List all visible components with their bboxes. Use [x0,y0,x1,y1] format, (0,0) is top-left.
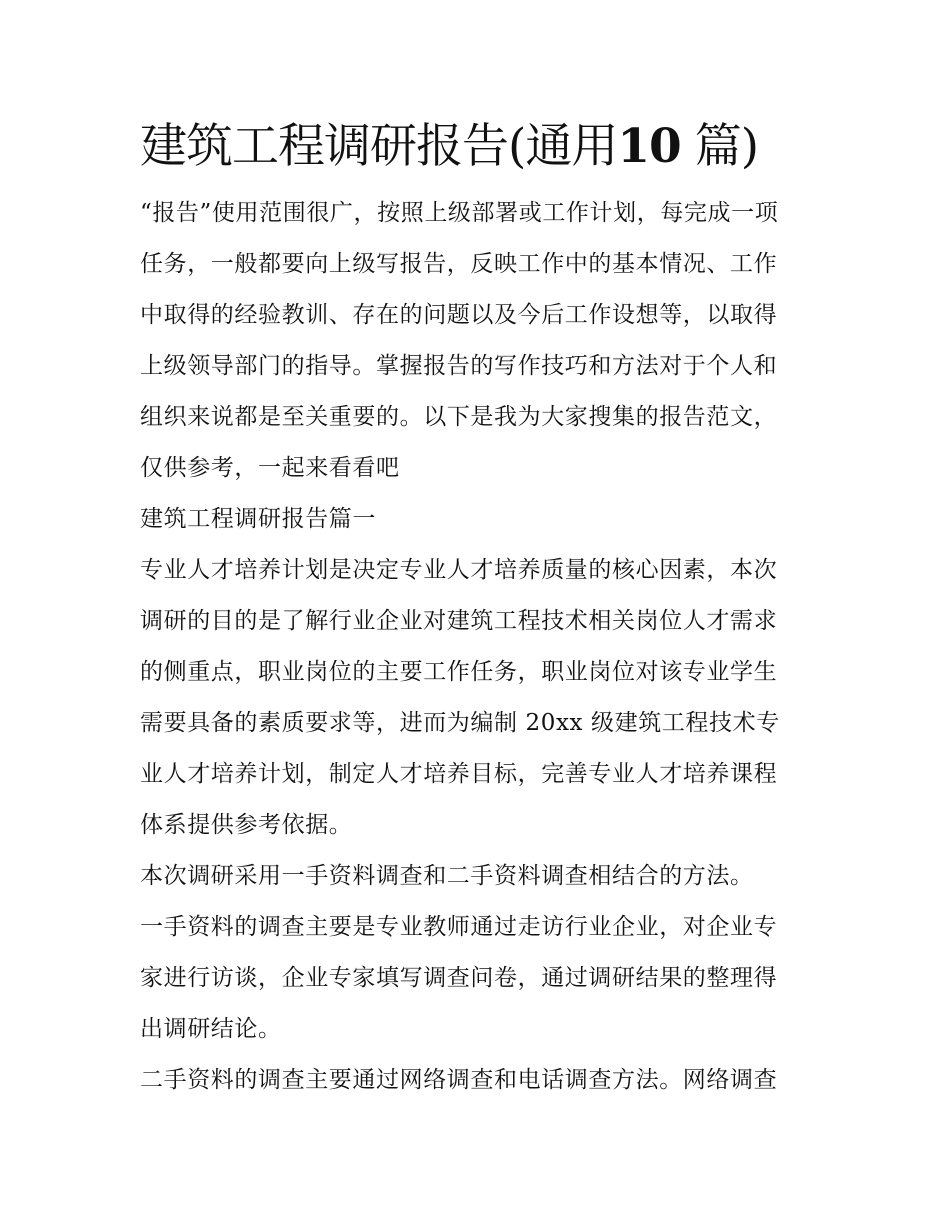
title-tail: 篇) [694,119,759,174]
body-paragraph [140,545,812,851]
text-line: 中取得的经验教训、存在的问题以及今后工作设想等，以取得 [140,302,778,328]
text-line: “报告”使用范围很广，按照上级部署或工作计划，每完成一项 [140,200,779,226]
text-line: 建筑工程调研报告篇一 [140,506,376,532]
intro-paragraph [140,188,812,494]
text-line: 需要具备的素质要求等，进而为编制 20xx 级建筑工程技术专 [140,710,780,736]
text-line: 仅供参考，一起来看看吧 [140,455,400,481]
body-paragraph [140,902,812,1055]
body-paragraph [140,1055,812,1106]
section-heading [140,494,812,545]
title-main: 建筑工程调研报告(通用 [140,119,618,174]
title-count: 10 [617,119,681,174]
body-paragraph [140,851,812,902]
text-line: 组织来说都是至关重要的。以下是我为大家搜集的报告范文， [140,404,778,430]
text-line: 调研的目的是了解行业企业对建筑工程技术相关岗位人才需求 [140,608,778,634]
text-line: 业人才培养计划，制定人才培养目标，完善专业人才培养课程 [140,761,778,787]
document-page [140,112,812,1106]
text-line: 专业人才培养计划是决定专业人才培养质量的核心因素，本次 [140,557,778,583]
text-line: 二手资料的调查主要通过网络调查和电话调查方法。网络调查 [140,1067,778,1093]
text-line: 本次调研采用一手资料调查和二手资料调查相结合的方法。 [140,863,754,889]
title-space [681,119,695,174]
text-line: 体系提供参考依据。 [140,812,353,838]
text-line: 任务，一般都要向上级写报告，反映工作中的基本情况、工作 [140,251,778,277]
text-line: 一手资料的调查主要是专业教师通过走访行业企业，对企业专 [140,914,778,940]
text-line: 上级领导部门的指导。掌握报告的写作技巧和方法对于个人和 [140,353,778,379]
text-line: 家进行访谈，企业专家填写调查问卷，通过调研结果的整理得 [140,965,778,991]
text-line: 出调研结论。 [140,1016,282,1042]
document-title [140,112,812,182]
text-line: 的侧重点，职业岗位的主要工作任务，职业岗位对该专业学生 [140,659,778,685]
